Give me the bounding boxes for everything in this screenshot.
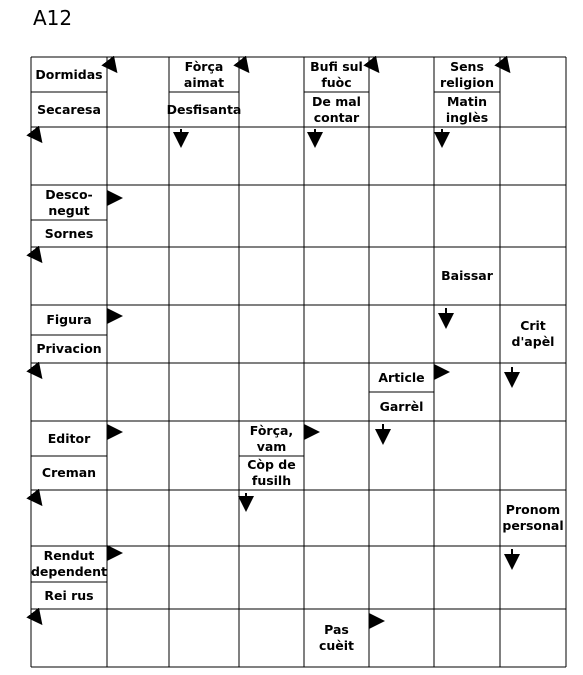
clue-matin-angles: Matin inglès — [445, 93, 489, 125]
arrow-diagonal — [108, 61, 115, 70]
arrow-diagonal — [370, 61, 377, 70]
clue-sens-religion: Sens religion — [440, 58, 494, 90]
clue-crit-dapel: Crit d'apèl — [511, 318, 555, 349]
arrow-diagonal — [33, 367, 40, 376]
clue-garrel: Garrèl — [379, 398, 424, 414]
clue-de-mal-contar: De mal contar — [312, 93, 361, 125]
arrow-diagonal — [240, 61, 247, 70]
clue-desfisanta: Desfisanta — [166, 101, 242, 117]
arrow-diagonal — [33, 494, 40, 503]
clue-rei-rus: Rei rus — [44, 587, 94, 603]
clue-pas-cueit: Pas cuèit — [318, 622, 355, 653]
clue-baissar: Baissar — [441, 268, 493, 283]
clue-forca-aimat: Fòrça aimat — [183, 58, 225, 90]
clue-creman: Creman — [41, 465, 97, 480]
arrow-diagonal — [33, 251, 40, 260]
arrow-diagonal — [33, 613, 40, 622]
arrow-diagonal — [501, 61, 508, 70]
clue-figura: Figura — [46, 312, 92, 327]
clue-secaresa: Secaresa — [37, 101, 101, 117]
clue-pronom-personal: Pronom personal — [502, 502, 564, 533]
puzzle-title: A12 — [33, 6, 73, 30]
clue-desconegut: Desco- negut — [45, 186, 93, 218]
clue-privacion: Privacion — [36, 341, 102, 356]
clue-dormidas: Dormidas — [35, 66, 103, 82]
clue-editor: Editor — [47, 430, 91, 446]
clue-rendut-dependent: Rendut dependent — [30, 548, 108, 579]
clue-cop-de-fusilh: Còp de fusilh — [247, 457, 296, 488]
clue-bufi-sul-fuoc: Bufi sul fuòc — [310, 58, 363, 90]
clue-forca-vam: Fòrça, vam — [249, 422, 294, 454]
clue-article: Article — [378, 369, 425, 385]
clue-sornes: Sornes — [44, 225, 94, 241]
arrow-diagonal — [33, 131, 40, 140]
